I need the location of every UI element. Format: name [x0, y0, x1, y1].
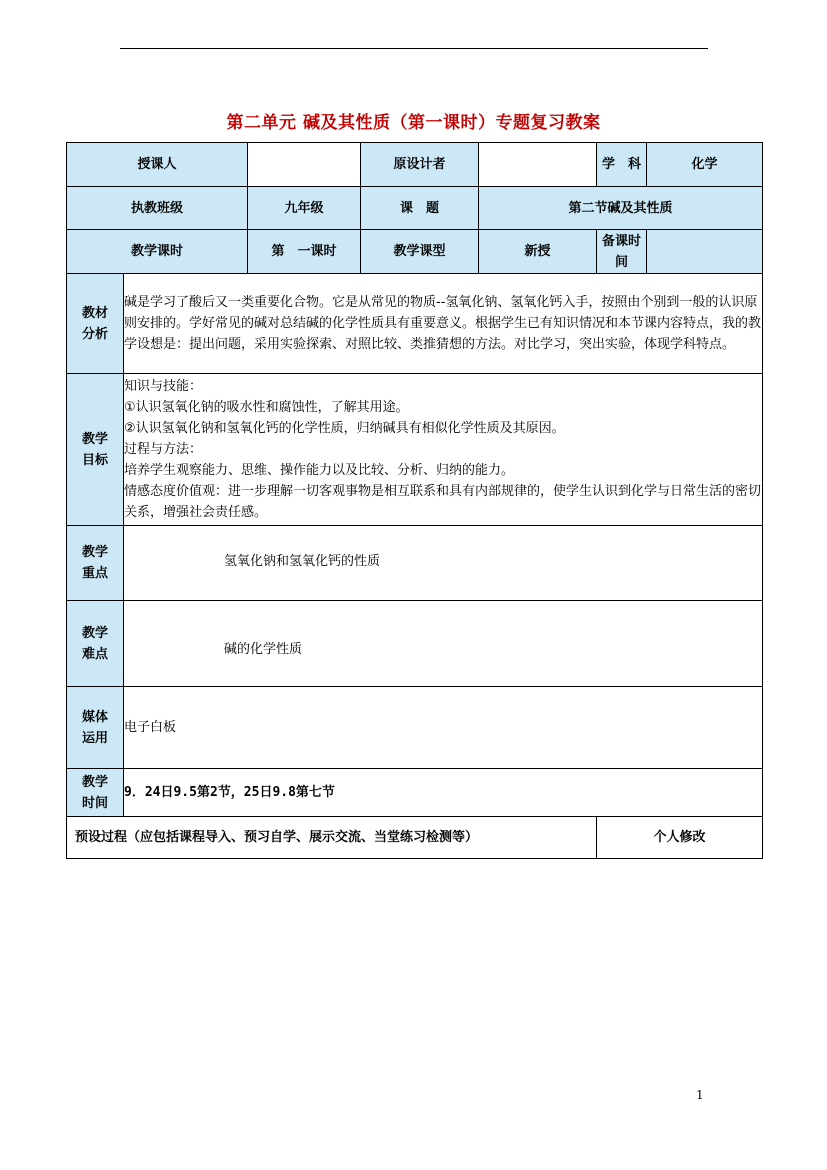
- header-rule: [120, 48, 708, 49]
- media-label: 媒体 运用: [67, 687, 124, 769]
- prep-label: 备课时间: [597, 230, 647, 274]
- goals-line: 过程与方法：: [124, 442, 203, 457]
- lesson-plan-table: [66, 142, 763, 859]
- teacher-value[interactable]: [248, 143, 361, 187]
- goals-label: 教学 目标: [67, 374, 124, 526]
- designer-value[interactable]: [479, 143, 597, 187]
- goals-text: [124, 374, 763, 526]
- designer-label: 原设计者: [361, 143, 479, 187]
- topic-value: 第二节碱及其性质: [479, 187, 763, 230]
- class-label: 执教班级: [67, 187, 248, 230]
- goals-line: 培养学生观察能力、思维、操作能力以及比较、分析、归纳的能力。: [124, 463, 515, 478]
- goals-line: 知识与技能：: [124, 379, 203, 394]
- prep-value: [647, 230, 763, 274]
- key-points-cell: [124, 526, 763, 601]
- class-value: 九年级: [248, 187, 361, 230]
- revise-label: 个人修改: [597, 817, 763, 859]
- difficulties-label: 教学 难点: [67, 601, 124, 687]
- process-label: 预设过程（应包括课程导入、预习自学、展示交流、当堂练习检测等）: [67, 817, 597, 859]
- period-label: 教学课时: [67, 230, 248, 274]
- period-value: 第 一课时: [248, 230, 361, 274]
- page-number: 1: [696, 1088, 704, 1102]
- analysis-text: 碱是学习了酸后又一类重要化合物。它是从常见的物质--氢氧化钠、氢氧化钙入手，按照由个别到一般的认识原则安排的。学好常见的碱对总结碱的化学性质具有重要意义。根据学生已有知识情况和本节课内容特点，我的教学设想是：提出问题，采用实验探索、对照比较、类推猜想的方法。对比学习，突出实验，体现学科特点。: [124, 274, 763, 374]
- page-title: 第二单元 碱及其性质（第一课时）专题复习教案: [226, 113, 601, 133]
- goals-line: ①认识氢氧化钠的吸水性和腐蚀性，了解其用途。: [124, 400, 409, 415]
- difficulties-text: 碱的化学性质: [224, 642, 303, 657]
- type-value: 新授: [479, 230, 597, 274]
- goals-line: 情感态度价值观：进一步理解一切客观事物是相互联系和具有内部规律的，使学生认识到化学与日常生活的密切关系，增强社会责任感。: [124, 484, 762, 520]
- time-text: 9．24日9.5第2节，25日9.8第七节: [124, 769, 763, 817]
- difficulties-cell: [124, 601, 763, 687]
- key-points-text: 氢氧化钠和氢氧化钙的性质: [224, 553, 381, 569]
- media-text: 电子白板: [124, 687, 763, 769]
- key-points-label: 教学 重点: [67, 526, 124, 601]
- subject-value: 化学: [647, 143, 763, 187]
- subject-label: 学 科: [597, 143, 647, 187]
- teacher-label: 授课人: [67, 143, 248, 187]
- goals-line: ②认识氢氧化钠和氢氧化钙的化学性质，归纳碱具有相似化学性质及其原因。: [124, 421, 565, 436]
- topic-label: 课 题: [361, 187, 479, 230]
- analysis-label: 教材 分析: [67, 274, 124, 374]
- type-label: 教学课型: [361, 230, 479, 274]
- time-label: 教学 时间: [67, 769, 124, 817]
